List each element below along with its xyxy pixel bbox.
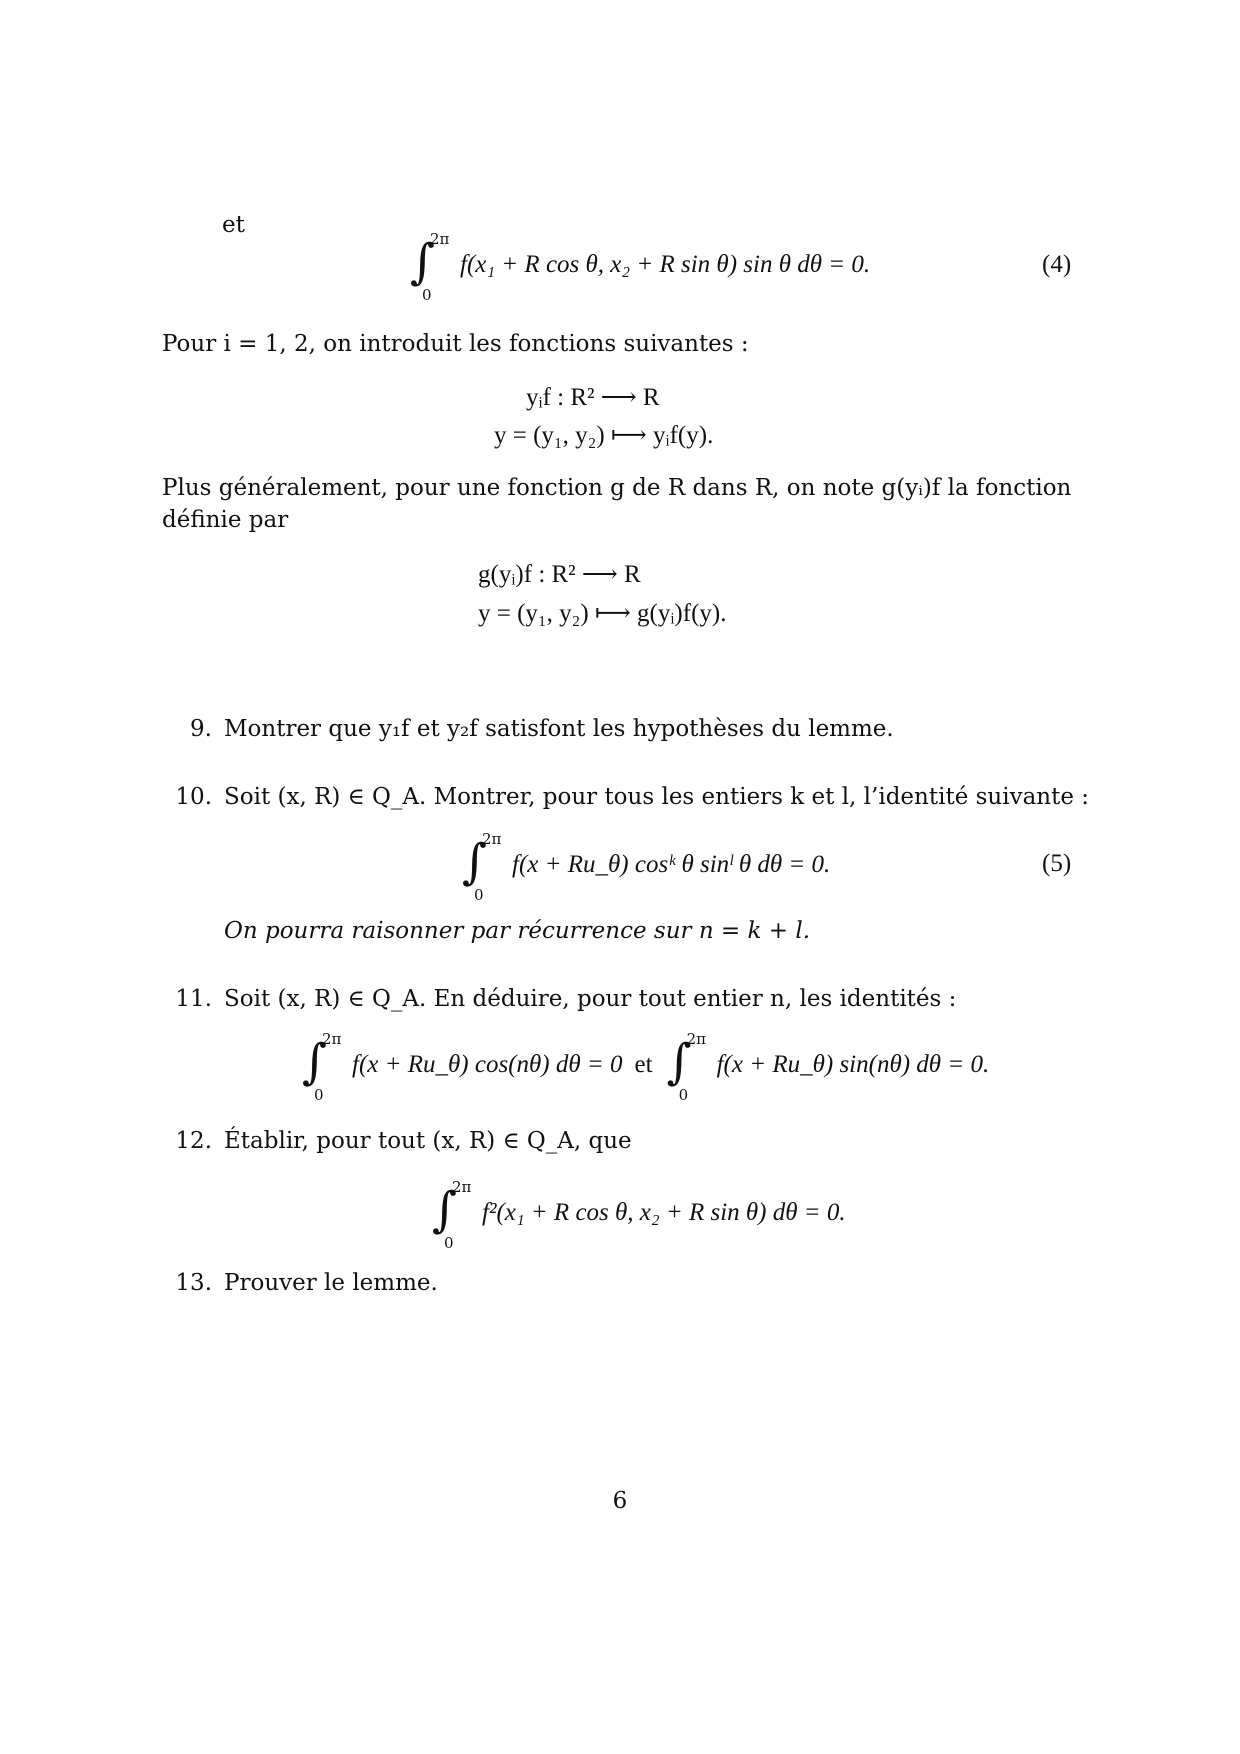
- question-10-number: 10.: [175, 784, 212, 810]
- integral-lower-bound: 0: [422, 286, 432, 304]
- paragraph-generalement: Plus généralement, pour une fonction g de R dans R, on note g(yᵢ)f la fonction définie par: [162, 475, 1072, 533]
- question-13-text: Prouver le lemme.: [224, 1270, 438, 1296]
- equation-4-body: f(x₁ + R cos θ, x₂ + R sin θ) sin θ dθ = 0.: [460, 251, 871, 278]
- equation-12: [430, 1178, 846, 1252]
- page-number: 6: [612, 1488, 628, 1514]
- question-9-number: 9.: [190, 716, 212, 742]
- integral-upper-bound: 2π: [430, 230, 450, 248]
- equation-4: [408, 230, 871, 304]
- equation-11-cos: f(x + Ru_θ) cos(nθ) dθ = 0: [352, 1051, 623, 1078]
- integral-lower-bound: 0: [678, 1086, 689, 1104]
- integral-sign: ∫ 2π 0: [432, 1178, 472, 1252]
- map1-line2: y = (y₁, y₂) ⟼ yᵢf(y).: [494, 422, 714, 449]
- integral-lower-bound: 0: [474, 886, 484, 904]
- integral-upper-bound: 2π: [686, 1030, 706, 1048]
- question-13-number: 13.: [175, 1270, 212, 1296]
- equation-5-body: f(x + Ru_θ) cosᵏ θ sinˡ θ dθ = 0.: [512, 851, 831, 878]
- integral-upper-bound: 2π: [482, 830, 502, 848]
- question-9-text: Montrer que y₁f et y₂f satisfont les hypothèses du lemme.: [224, 716, 894, 742]
- question-12-number: 12.: [175, 1128, 212, 1154]
- equation-11-sin: f(x + Ru_θ) sin(nθ) dθ = 0.: [716, 1051, 990, 1078]
- question-11-text: Soit (x, R) ∈ Q_A. En déduire, pour tout entier n, les identités :: [224, 986, 957, 1012]
- integral-sign: ∫ 2π 0: [302, 1030, 342, 1104]
- integral-sign: ∫ 2π 0: [462, 830, 502, 904]
- equation-4-tag: (4): [1042, 251, 1072, 278]
- map2-line1: g(yᵢ)f : R² ⟶ R: [478, 561, 641, 588]
- equation-5-tag: (5): [1042, 850, 1072, 877]
- integral-sign: ∫ 2π 0: [666, 1030, 706, 1104]
- equation-5: [460, 830, 831, 904]
- equation-11-connector: et: [634, 1051, 653, 1078]
- paragraph-fonctions: Pour i = 1, 2, on introduit les fonctions suivantes :: [162, 331, 749, 357]
- map1-line1: yᵢf : R² ⟶ R: [526, 384, 660, 411]
- integral-lower-bound: 0: [314, 1086, 324, 1104]
- question-10-text: Soit (x, R) ∈ Q_A. Montrer, pour tous les entiers k et l, l’identité suivante :: [224, 784, 1090, 810]
- question-12-text: Établir, pour tout (x, R) ∈ Q_A, que: [224, 1128, 632, 1154]
- question-11-number: 11.: [175, 986, 212, 1012]
- question-10-hint: On pourra raisonner par récurrence sur n = k + l.: [224, 918, 811, 944]
- map2-line2: y = (y₁, y₂) ⟼ g(yᵢ)f(y).: [478, 600, 727, 627]
- equation-12-body: f²(x₁ + R cos θ, x₂ + R sin θ) dθ = 0.: [482, 1199, 846, 1226]
- equation-11: [300, 1030, 990, 1104]
- intro-word: et: [222, 212, 245, 238]
- integral-upper-bound: 2π: [322, 1030, 342, 1048]
- integral-upper-bound: 2π: [452, 1178, 472, 1196]
- integral-lower-bound: 0: [444, 1234, 454, 1252]
- integral-sign: ∫ 2π 0: [410, 230, 450, 304]
